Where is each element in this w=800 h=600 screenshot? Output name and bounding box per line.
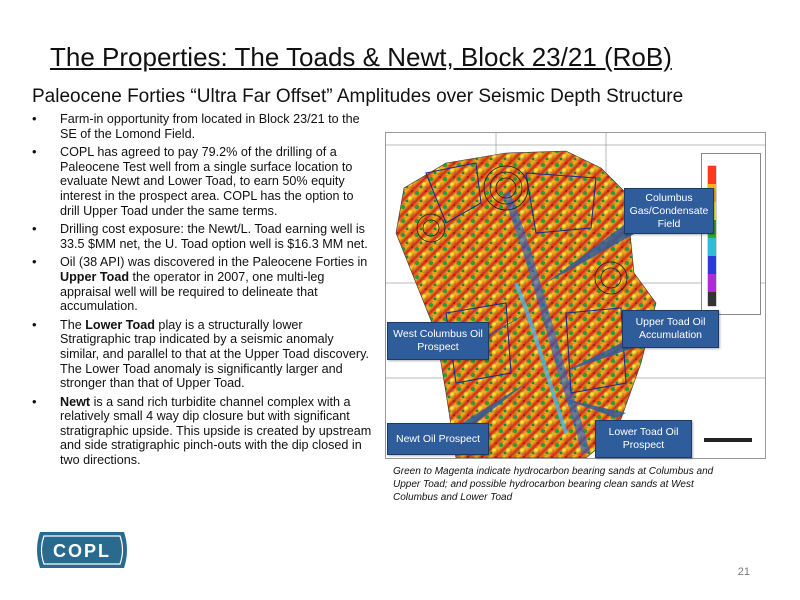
amplitude-colour-legend xyxy=(701,153,761,315)
copl-logo xyxy=(32,528,132,572)
bullet-item: • COPL has agreed to pay 79.2% of the drilling of a Paleocene Test well from a single surface location to evaluate Newt and Lower Toad, to earn 50% equity interest in the prospect area. COPL has the option to drill Upper Toad under the same terms. xyxy=(30,145,375,218)
logo-text: COPL xyxy=(52,541,112,561)
bullet-item: • Oil (38 API) was discovered in the Paleocene Forties in Upper Toad the operator in 2007, one multi-leg appraisal well will be required to delineate that accumulation. xyxy=(30,255,375,313)
page-number: 21 xyxy=(737,566,750,578)
bullet-item: • Farm-in opportunity from located in Block 23/21 to the SE of the Lomond Field. xyxy=(30,112,375,141)
slide-subtitle: Paleocene Forties “Ultra Far Offset” Amplitudes over Seismic Depth Structure xyxy=(32,86,684,107)
bullet-item: • The Lower Toad play is a structurally lower Stratigraphic trap indicated by a seismic anomaly similar, and parallel to that at the Upper Toad discovery. The Lower Toad anomaly is significantly larger and stronger than that of Upper Toad. xyxy=(30,318,375,391)
callout-newt: Newt Oil Prospect xyxy=(387,423,489,455)
bullet-item: • Newt is a sand rich turbidite channel complex with a relatively small 4 way dip closure but with significant stratigraphic upside. This upside is created by upstream and side stratigraphic pinch-outs with the dip closed in two directions. xyxy=(30,395,375,468)
bullet-item: • Drilling cost exposure: the Newt/L. Toad earning well is 33.5 $MM net, the U. Toad option well is $16.3 MM net. xyxy=(30,222,375,251)
callout-lower-toad: Lower Toad Oil Prospect xyxy=(595,420,692,458)
colour-scale-image xyxy=(702,154,760,314)
map-caption: Green to Magenta indicate hydrocarbon bearing sands at Columbus and Upper Toad; and possible hydrocarbon bearing clean sands at West Columbus and Lower Toad xyxy=(393,466,714,503)
seismic-amplitude-map xyxy=(385,132,766,459)
copl-logo-image xyxy=(32,528,132,572)
slide-title: The Properties: The Toads & Newt, Block 23/21 (RoB) xyxy=(50,42,672,72)
callout-columbus-field: Columbus Gas/Condensate Field xyxy=(624,188,714,234)
bullet-list xyxy=(30,112,375,472)
callout-west-columbus: West Columbus Oil Prospect xyxy=(387,322,489,360)
callout-upper-toad: Upper Toad Oil Accumulation xyxy=(622,310,719,348)
